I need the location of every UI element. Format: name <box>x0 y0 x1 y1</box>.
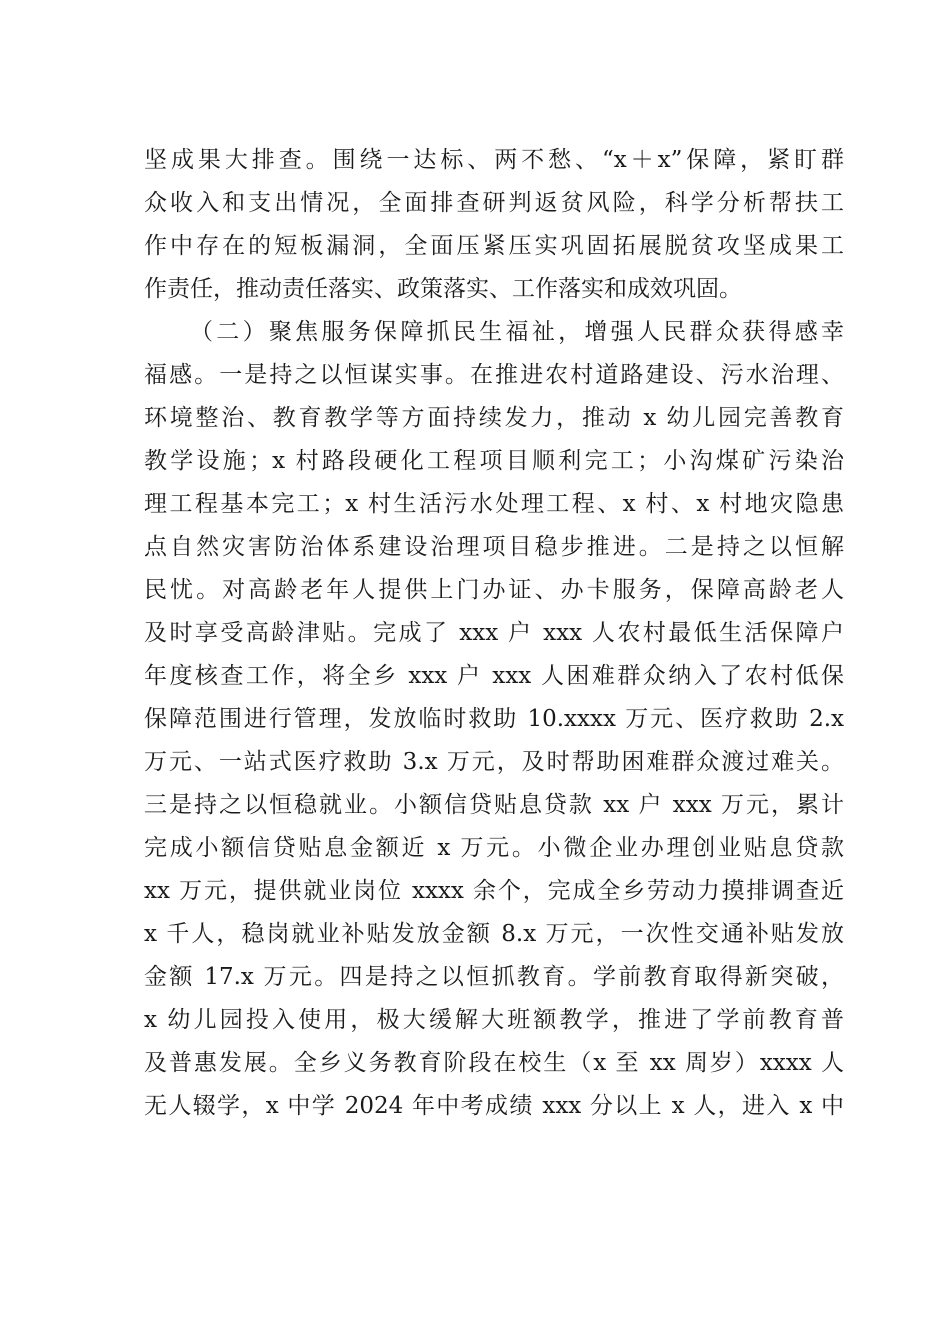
paragraph-line: x 千人，稳岗就业补贴发放金额 8.x 万元，一次性交通补贴发放 <box>144 921 844 947</box>
paragraph-line: 点自然灾害防治体系建设治理项目稳步推进。二是持之以恒解 <box>144 534 844 560</box>
paragraph-line: 环境整治、教育教学等方面持续发力，推动 x 幼儿园完善教育 <box>144 405 844 431</box>
section-heading-line: （二）聚焦服务保障抓民生福祉，增强人民群众获得感幸 <box>190 319 844 345</box>
paragraph-line: 众收入和支出情况，全面排查研判返贫风险，科学分析帮扶工 <box>144 190 844 216</box>
paragraph-line: xx 万元，提供就业岗位 xxxx 余个，完成全乡劳动力摸排调查近 <box>144 878 844 904</box>
paragraph-line: 万元、一站式医疗救助 3.x 万元，及时帮助困难群众渡过难关。 <box>144 749 844 775</box>
paragraph-line: 金额 17.x 万元。四是持之以恒抓教育。学前教育取得新突破， <box>144 964 844 990</box>
paragraph-line: 理工程基本完工；x 村生活污水处理工程、x 村、x 村地灾隐患 <box>144 491 844 517</box>
paragraph-line: 福感。一是持之以恒谋实事。在推进农村道路建设、污水治理、 <box>144 362 844 388</box>
paragraph-line: 民忧。对高龄老年人提供上门办证、办卡服务，保障高龄老人 <box>144 577 844 603</box>
paragraph-line: 无人辍学，x 中学 2024 年中考成绩 xxx 分以上 x 人，进入 x 中 <box>144 1093 844 1119</box>
paragraph-line: 作中存在的短板漏洞，全面压紧压实巩固拓展脱贫攻坚成果工 <box>144 233 844 259</box>
paragraph-line: 保障范围进行管理，发放临时救助 10.xxxx 万元、医疗救助 2.x <box>144 706 844 732</box>
paragraph-line: 教学设施；x 村路段硬化工程项目顺利完工；小沟煤矿污染治 <box>144 448 844 474</box>
paragraph-line: 作责任，推动责任落实、政策落实、工作落实和成效巩固。 <box>144 276 742 302</box>
paragraph-line: x 幼儿园投入使用，极大缓解大班额教学，推进了学前教育普 <box>144 1007 844 1033</box>
paragraph-line: 三是持之以恒稳就业。小额信贷贴息贷款 xx 户 xxx 万元，累计 <box>144 792 844 818</box>
paragraph-line: 及时享受高龄津贴。完成了 xxx 户 xxx 人农村最低生活保障户 <box>144 620 844 646</box>
paragraph-line: 完成小额信贷贴息金额近 x 万元。小微企业办理创业贴息贷款 <box>144 835 844 861</box>
paragraph-line: 及普惠发展。全乡义务教育阶段在校生（x 至 xx 周岁）xxxx 人 <box>144 1050 844 1076</box>
paragraph-line: 坚成果大排查。围绕一达标、两不愁、“x＋x”保障，紧盯群 <box>144 147 844 173</box>
paragraph-line: 年度核查工作，将全乡 xxx 户 xxx 人困难群众纳入了农村低保 <box>144 663 844 689</box>
